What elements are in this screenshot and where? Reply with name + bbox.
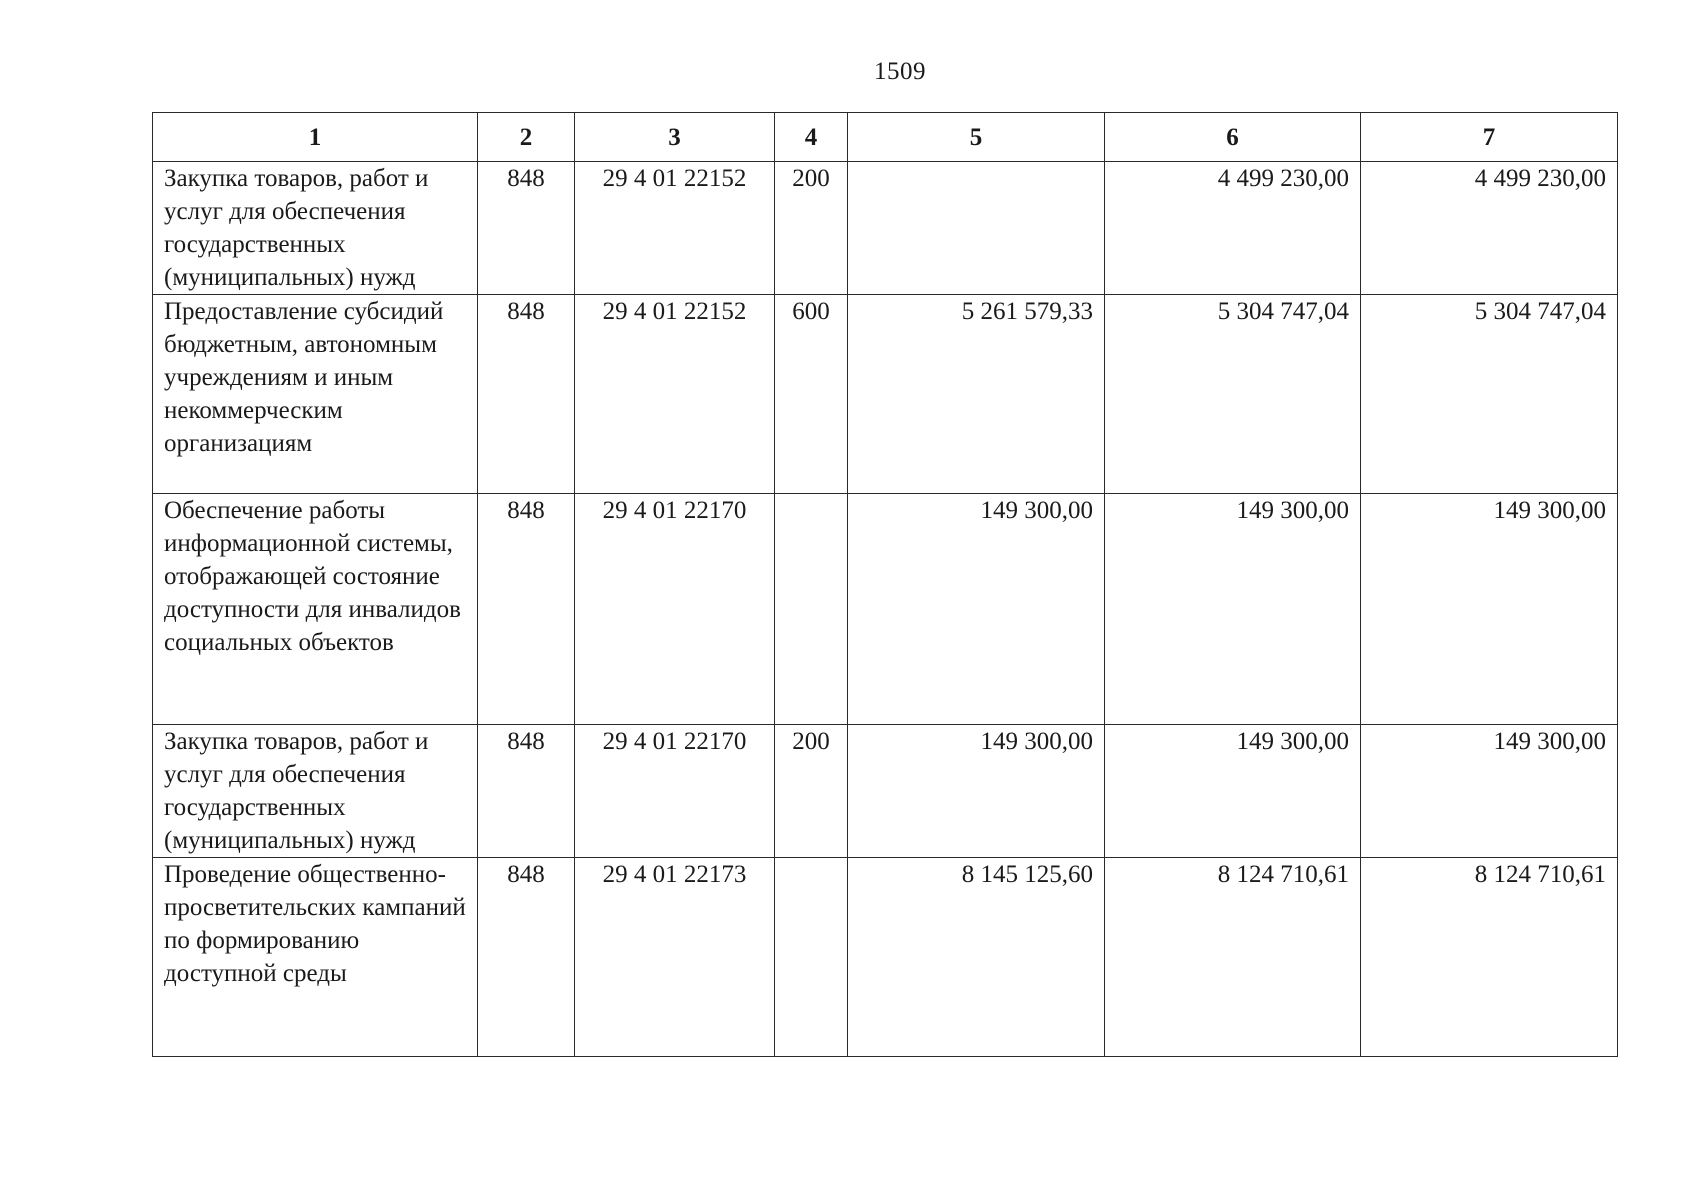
row-value-6-cell: 4 499 230,00 <box>1105 162 1361 295</box>
row-value-6-cell: 149 300,00 <box>1105 494 1361 725</box>
header-row <box>153 113 1618 162</box>
row-value-7-cell: 149 300,00 <box>1361 494 1618 725</box>
row-value-5-cell: 149 300,00 <box>848 494 1105 725</box>
column-header-7: 7 <box>1361 113 1618 162</box>
row-value-7-cell: 5 304 747,04 <box>1361 295 1618 494</box>
column-header-1: 1 <box>153 113 478 162</box>
row-value-7-cell: 149 300,00 <box>1361 725 1618 858</box>
row-value-5-cell: 8 145 125,60 <box>848 858 1105 1057</box>
row-name-cell: Обеспечение работы информационной системы, отображающей состояние доступности для инвалидов социальных объектов <box>153 494 478 725</box>
row-vr-cell <box>775 858 848 1057</box>
row-vr-cell: 200 <box>775 162 848 295</box>
column-header-4: 4 <box>775 113 848 162</box>
table-row <box>153 162 1618 295</box>
row-csr-cell: 29 4 01 22170 <box>575 725 775 858</box>
table-row <box>153 295 1618 494</box>
row-value-5-cell: 5 261 579,33 <box>848 295 1105 494</box>
row-csr-cell: 29 4 01 22152 <box>575 295 775 494</box>
column-header-2: 2 <box>478 113 575 162</box>
row-value-7-cell: 8 124 710,61 <box>1361 858 1618 1057</box>
row-ministry-cell: 848 <box>478 295 575 494</box>
row-value-5-cell: 149 300,00 <box>848 725 1105 858</box>
row-csr-cell: 29 4 01 22170 <box>575 494 775 725</box>
column-header-5: 5 <box>848 113 1105 162</box>
row-ministry-cell: 848 <box>478 162 575 295</box>
row-value-6-cell: 5 304 747,04 <box>1105 295 1361 494</box>
table-row <box>153 725 1618 858</box>
row-ministry-cell: 848 <box>478 858 575 1057</box>
row-vr-cell: 600 <box>775 295 848 494</box>
column-header-6: 6 <box>1105 113 1361 162</box>
row-value-7-cell: 4 499 230,00 <box>1361 162 1618 295</box>
row-name-cell: Закупка товаров, работ и услуг для обеспечения государственных (муниципальных) нужд <box>153 725 478 858</box>
row-vr-cell <box>775 494 848 725</box>
row-name-cell: Проведение общественно-просветительских кампаний по формированию доступной среды <box>153 858 478 1057</box>
column-header-3: 3 <box>575 113 775 162</box>
row-value-6-cell: 149 300,00 <box>1105 725 1361 858</box>
row-csr-cell: 29 4 01 22152 <box>575 162 775 295</box>
row-ministry-cell: 848 <box>478 725 575 858</box>
row-value-6-cell: 8 124 710,61 <box>1105 858 1361 1057</box>
row-ministry-cell: 848 <box>478 494 575 725</box>
table-row <box>153 858 1618 1057</box>
page-number: 1509 <box>874 58 926 85</box>
row-name-cell: Закупка товаров, работ и услуг для обеспечения государственных (муниципальных) нужд <box>153 162 478 295</box>
row-name-cell: Предоставление субсидий бюджетным, автономным учреждениям и иным некоммерческим организациям <box>153 295 478 494</box>
row-vr-cell: 200 <box>775 725 848 858</box>
budget-table <box>152 112 1618 1057</box>
table-row <box>153 494 1618 725</box>
row-value-5-cell <box>848 162 1105 295</box>
row-csr-cell: 29 4 01 22173 <box>575 858 775 1057</box>
